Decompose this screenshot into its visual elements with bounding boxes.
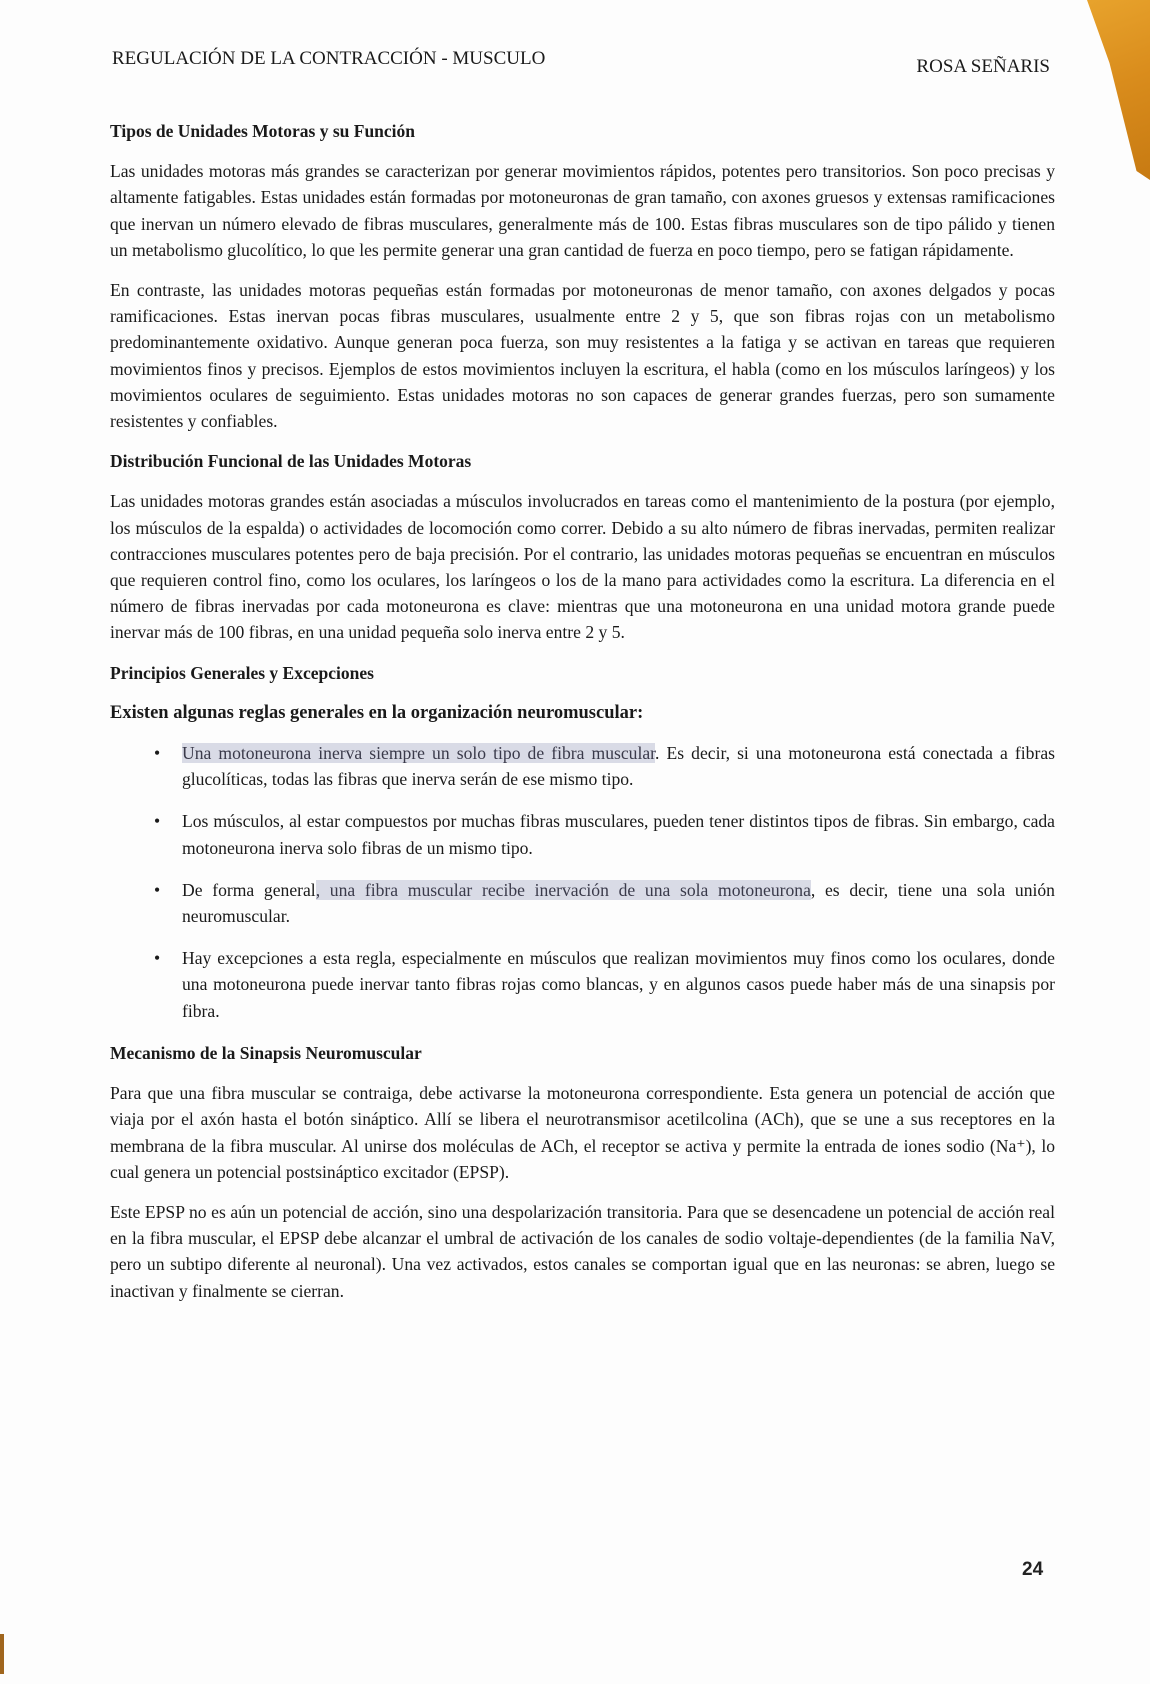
- list-item: [110, 740, 1055, 792]
- section-heading: Mecanismo de la Sinapsis Neuromuscular: [110, 1042, 422, 1063]
- bullet-icon: •: [154, 811, 161, 832]
- highlighted-text: Una motoneurona inerva siempre un solo tipo de fibra muscular: [182, 743, 656, 764]
- rules-list: [110, 740, 1055, 1024]
- highlighted-text: , una fibra muscular recibe inervación de una sola motoneurona: [315, 879, 811, 900]
- item-text: Hay excepciones a esta regla, especialmente en músculos que realizan movimientos muy finos como los oculares, donde una motoneurona puede inervar tanto fibras rojas como blancas, y en algunos casos puede haber más de una sinapsis por fibra.: [182, 948, 1055, 1021]
- section-heading: Principios Generales y Excepciones: [110, 662, 374, 683]
- section-tipos: [110, 118, 1055, 434]
- document-title: REGULACIÓN DE LA CONTRACCIÓN - MUSCULO: [112, 48, 546, 69]
- item-text: Los músculos, al estar compuestos por muchas fibras musculares, pueden tener distintos tipos de fibras. Sin embargo, cada motoneurona inerva solo fibras de un mismo tipo.: [182, 811, 1055, 858]
- list-item: [110, 808, 1055, 860]
- document-author: ROSA SEÑARIS: [916, 56, 1050, 77]
- paragraph: Este EPSP no es aún un potencial de acción, sino una despolarización transitoria. Para que se desencadene un potencial de acción real en la fibra muscular, el EPSP debe alcanzar el umbral de activación de los canales de sodio voltaje-dependientes (de la familia NaV, pero un subtipo diferente al neuronal). Una vez activados, estos canales se comportan igual que en las neuronas: se abren, luego se inactivan y finalmente se cierran.: [110, 1201, 1055, 1301]
- paragraph: Para que una fibra muscular se contraiga, debe activarse la motoneurona correspondiente. Esta genera un potencial de acción que viaja por el axón hasta el botón sináptico. Allí se libera el neurotransmisor acetilcolina (ACh), que se une a sus receptores en la membrana de la fibra muscular. Al unirse dos moléculas de ACh, el receptor se activa y permite la entrada de iones sodio (Na⁺), lo cual genera un potencial postsináptico excitador (EPSP).: [110, 1083, 1055, 1182]
- bullet-icon: •: [154, 879, 161, 900]
- paragraph: En contraste, las unidades motoras pequeñas están formadas por motoneuronas de menor tamaño, con axones delgados y pocas ramificaciones. Estas inervan pocas fibras musculares, usualmente entre 2 y 5, que son fibras rojas con un metabolismo predominantemente oxidativo. Aunque generan poca fuerza, son muy resistentes a la fatiga y se activan en tareas que requieren movimientos finos y precisos. Ejemplos de estos movimientos incluyen la escritura, el habla (como en los músculos laríngeos) y los movimientos oculares de seguimiento. Estas unidades motoras no son capaces de generar grandes fuerzas, pero son sumamente resistentes y confiables.: [110, 280, 1055, 432]
- section-subheading: Existen algunas reglas generales en la organización neuromuscular:: [110, 702, 644, 723]
- section-principios: [110, 660, 1055, 1024]
- page-number: 24: [1022, 1559, 1044, 1580]
- document-body: [110, 118, 1055, 1318]
- bullet-icon: •: [154, 948, 161, 969]
- paragraph: Las unidades motoras grandes están asociadas a músculos involucrados en tareas como el mantenimiento de la postura (por ejemplo, los músculos de la espalda) o actividades de locomoción como correr. Debido a su alto número de fibras inervadas, permiten realizar contracciones musculares potentes pero de baja precisión. Por el contrario, las unidades motoras pequeñas se encuentran en músculos que requieren control fino, como los oculares, los laríngeos o los de la mano para actividades como la escritura. La diferencia en el número de fibras inervadas por cada motoneurona es clave: mientras que una motoneurona en una unidad motora grande puede inervar más de 100 fibras, en una unidad pequeña solo inerva entre 2 y 5.: [110, 491, 1055, 643]
- section-heading: Tipos de Unidades Motoras y su Función: [110, 121, 416, 141]
- page-header: [112, 48, 1050, 78]
- section-mecanismo: [110, 1040, 1055, 1304]
- paragraph: Las unidades motoras más grandes se caracterizan por generar movimientos rápidos, potentes pero transitorios. Son poco precisas y altamente fatigables. Estas unidades están formadas por motoneuronas de gran tamaño, con axones gruesos y extensas ramificaciones que inervan un número elevado de fibras musculares, generalmente más de 100. Estas fibras musculares son de tipo pálido y tienen un metabolismo glucolítico, lo que les permite generar una gran cantidad de fuerza en poco tiempo, pero se fatigan rápidamente.: [110, 161, 1055, 260]
- item-text: , es decir, tiene una sola unión neuromuscular.: [182, 879, 1055, 927]
- list-item: [110, 945, 1055, 1024]
- section-heading: Distribución Funcional de las Unidades Motoras: [110, 451, 472, 472]
- bullet-icon: •: [154, 743, 161, 764]
- item-text: . Es decir, si una motoneurona está conectada a fibras glucolíticas, todas las fibras que inerva serán de ese mismo tipo.: [182, 743, 1055, 790]
- item-text: De forma general: [182, 879, 316, 900]
- section-distribucion: [110, 448, 1055, 645]
- list-item: [110, 877, 1055, 929]
